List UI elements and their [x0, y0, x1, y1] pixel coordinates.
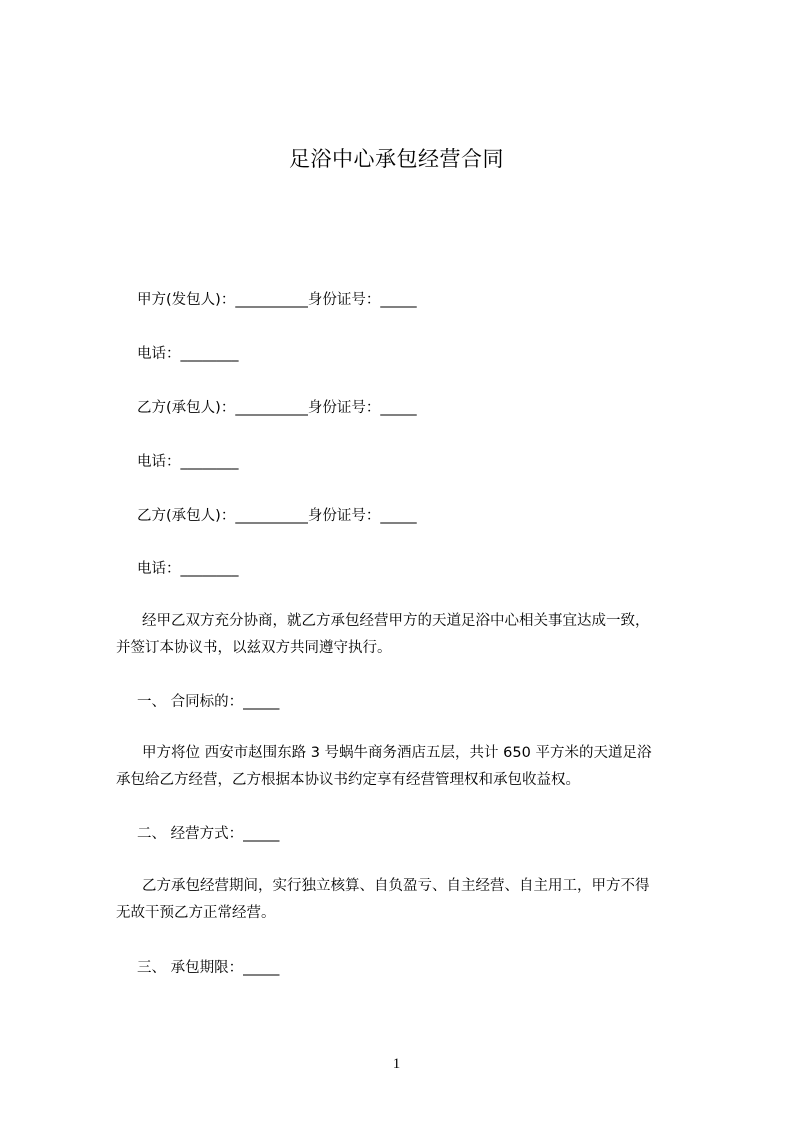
party-a-phone: 电话：________ — [137, 346, 239, 362]
party-b2-line: 乙方(承包人)：__________身份证号：_____ — [137, 508, 417, 524]
party-b-line: 乙方(承包人)：__________身份证号：_____ — [137, 400, 417, 416]
party-b-phone: 电话：________ — [137, 454, 239, 470]
party-b2-phone: 电话：________ — [137, 561, 239, 577]
section-2-line-1: 乙方承包经营期间，实行独立核算、自负盈亏、自主经营、自主用工，甲方不得 — [142, 878, 650, 894]
section-1-line-1: 甲方将位 西安市赵围东路 3 号蜗牛商务酒店五层，共计 650 平方米的天道足浴 — [142, 745, 652, 761]
section-2-line-2: 无故干预乙方正常经营。 — [116, 905, 276, 921]
party-a-line: 甲方(发包人)：__________身份证号：_____ — [137, 292, 417, 308]
section-3-heading: 三、 承包期限：_____ — [137, 960, 280, 976]
section-1-heading: 一、 合同标的：_____ — [137, 694, 280, 710]
document-title: 足浴中心承包经营合同 — [289, 147, 504, 171]
intro-line-1: 经甲乙双方充分协商，就乙方承包经营甲方的天道足浴中心相关事宜达成一致， — [142, 613, 650, 629]
page-number: 1 — [392, 1056, 401, 1072]
intro-line-2: 并签订本协议书，以兹双方共同遵守执行。 — [116, 640, 392, 656]
section-1-line-2: 承包给乙方经营，乙方根据本协议书约定享有经营管理权和承包收益权。 — [116, 772, 580, 788]
section-2-heading: 二、 经营方式：_____ — [137, 826, 280, 842]
